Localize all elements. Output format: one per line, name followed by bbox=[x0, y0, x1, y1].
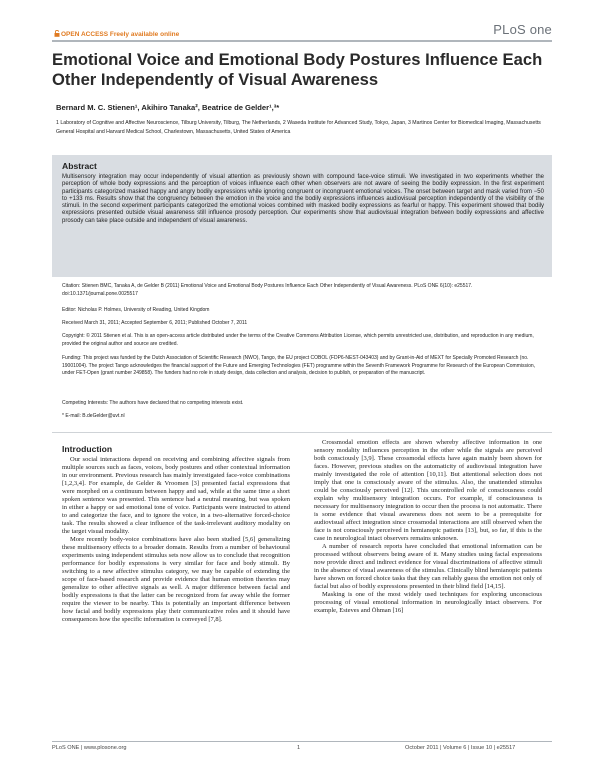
paragraph: More recently body-voice combinations have also been studied [5,6] generalizing these multisensory effects to a broader domain. Results from a number of behavioural experiments using independent stimulus sets now allow us to conclude that recognition performance for bodily expressions is very similar for face and body stimuli. By switching to a new affective stimulus category, we may be capable of extending the scope of face-based research and provide evidence that human emotion theories may generalize to other affective signals as well. A major difference between facial and bodily expressions is that the latter can be recognized from far away while the former require the viewer to be nearby. This is potentially an important difference between how facial and bodily expressions play their communicative roles and it should have consequences how the specific information is conveyed [7,8]. bbox=[62, 536, 290, 623]
editor: Editor: Nicholas P. Holmes, University of Reading, United Kingdom bbox=[62, 307, 210, 313]
section-separator bbox=[52, 432, 552, 433]
footer-issue: October 2011 | Volume 6 | Issue 10 | e25517 bbox=[405, 745, 516, 751]
author-list: Bernard M. C. Stienen¹, Akihiro Tanaka², Beatrice de Gelder¹,³* bbox=[56, 103, 280, 112]
footer-rule bbox=[52, 741, 552, 742]
copyright: Copyright: © 2011 Stienen et al. This is an open-access article distributed under the terms of the Creative Commons Attribution License, which permits unrestricted use, distribution, and reproduction in any medium, provided the original author and source are credited. bbox=[62, 333, 534, 347]
header-rule bbox=[52, 40, 552, 42]
dates: Received March 31, 2011; Accepted September 6, 2011; Published October 7, 2011 bbox=[62, 320, 248, 326]
paragraph: Crossmodal emotion effects are shown whereby affective information in one sensory modality influences perception in the other while the signals are perceived both consciously [3,9]. These crossmodal effects have again mainly been shown for faces. However, previous studies on the automaticity of audiovisual integration have mainly investigated the role of attention [10,11]. But attentional selection does not imply that one is consciously aware of the stimulus. Also, the unattended stimulus could be consciously perceived [12]. This uncontrolled role of consciousness could explain why multisensory integration occurs. For example, if consciousness is necessary for multisensory integration to occur then the process is not automatic. There is some evidence that visual awareness does not seem to be a prerequisite for audiovisual affect integration since crossmodal interactions are still observed when the face is not consciously perceived in hemianopic patients [13], but, so far, if this is the case in neurological intact observers remains unknown. bbox=[314, 439, 542, 542]
funding: Funding: This project was funded by the Dutch Association of Scientific Research (NWO), Tango, the EU project COBOL (FDP6-NEST-043403) and by Grant-in-Aid of MEXT for Specially Promoted Research (no. 19001004). The project Tango acknowledges the financial support of the Future and Emerging Technologies (FET) programme within the Seventh Framework Programme for Research of the European Commission, under FET-Open (grant number 249858). The funders had no role in study design, data collection and analysis, decision to publish, or preparation of the manuscript. bbox=[62, 355, 536, 377]
page-number: 1 bbox=[297, 745, 301, 751]
article-title: Emotional Voice and Emotional Body Postures Influence Each Other Independently of Visual Awareness bbox=[52, 50, 543, 89]
abstract-heading: Abstract bbox=[62, 161, 97, 171]
paragraph: Our social interactions depend on receiving and combining affective signals from multiple sources such as faces, voices, body postures and other contextual information in our environment. Previous research has mainly investigated face-voice combinations [1,2,3,4]. For example, de Gelder & Vroomen [3] presented facial expressions that were morphed on a continuum between happy and sad, while at the same time a short spoken sentence was presented. This sentence had a neutral meaning, but was spoken in either a happy or sad emotional tone of voice. Participants were instructed to attend to and categorize the face, and to ignore the voice, in a two-alternative forced-choice task. The results showed a clear influence of the task-irrelevant auditory modality on the target visual modality. bbox=[62, 456, 290, 535]
affiliations: 1 Laboratory of Cognitive and Affective Neuroscience, Tilburg University, Tilburg, The Netherlands, 2 Waseda Institute for Advanced Study, Tokyo, Japan, 3 Martinos Center for Biomedical Imaging, Massachusetts General Hospital and Harvard Medical School, Charlestown, Massachusetts, United States of America bbox=[56, 120, 541, 135]
competing-interests: Competing Interests: The authors have declared that no competing interests exist. bbox=[62, 400, 244, 406]
left-column bbox=[62, 456, 290, 624]
paragraph: Masking is one of the most widely used techniques for exploring unconscious processing of visual emotional information in neurologically intact observers. For example, Esteves and Öhman [16] bbox=[314, 591, 542, 614]
open-access-label: OPEN ACCESS Freely available online bbox=[61, 31, 180, 38]
right-column bbox=[314, 439, 542, 615]
journal-logo: PLoS one bbox=[493, 22, 552, 37]
abstract-text: Multisensory integration may occur independently of visual attention as previously shown with compound face-voice stimuli. We investigated in two experiments whether the perception of whole body expressions and the perception of voices influence each other when observers are not aware of seeing the bodily expression. In the first experiment participants categorized masked happy and angry bodily expressions while ignoring congruent or incongruent emotional voices. The onset between target and mask varied from −50 to +133 ms. Results show that the congruency between the emotion in the voice and the bodily expressions influences audiovisual perception independently of the visibility of the stimuli. In the second experiment participants categorized the emotional voices combined with masked bodily expressions as fearful or happy. This experiment showed that bodily expressions presented outside visual awareness still influence prosody perception. Our experiments show that audiovisual integration between bodily expressions and affective prosody can take place outside and independent of visual awareness. bbox=[62, 174, 544, 224]
citation: Citation: Stienen BMC, Tanaka A, de Gelder B (2011) Emotional Voice and Emotional Body Postures Influence Each Other Independently of Visual Awareness. PLoS ONE 6(10): e25517. doi:10.1371/journal.pone.0025517 bbox=[62, 283, 473, 297]
introduction-heading: Introduction bbox=[62, 444, 113, 454]
open-lock-icon bbox=[54, 30, 60, 39]
paragraph: A number of research reports have concluded that emotional information can be processed without observers being aware of it. Many studies using facial expressions now provide direct and indirect evidence for visual discriminations of affective stimuli in the absence of visual awareness of the stimulus. Clinically blind hemianopic patients have shown on forced choice tasks that they can reliably guess the emotion not only of facial but also of bodily expressions presented in their blind field [14,15]. bbox=[314, 543, 542, 590]
email: * E-mail: B.deGelder@uvt.nl bbox=[62, 413, 125, 419]
open-access-badge bbox=[54, 30, 179, 39]
footer-journal: PLoS ONE | www.plosone.org bbox=[52, 745, 127, 751]
